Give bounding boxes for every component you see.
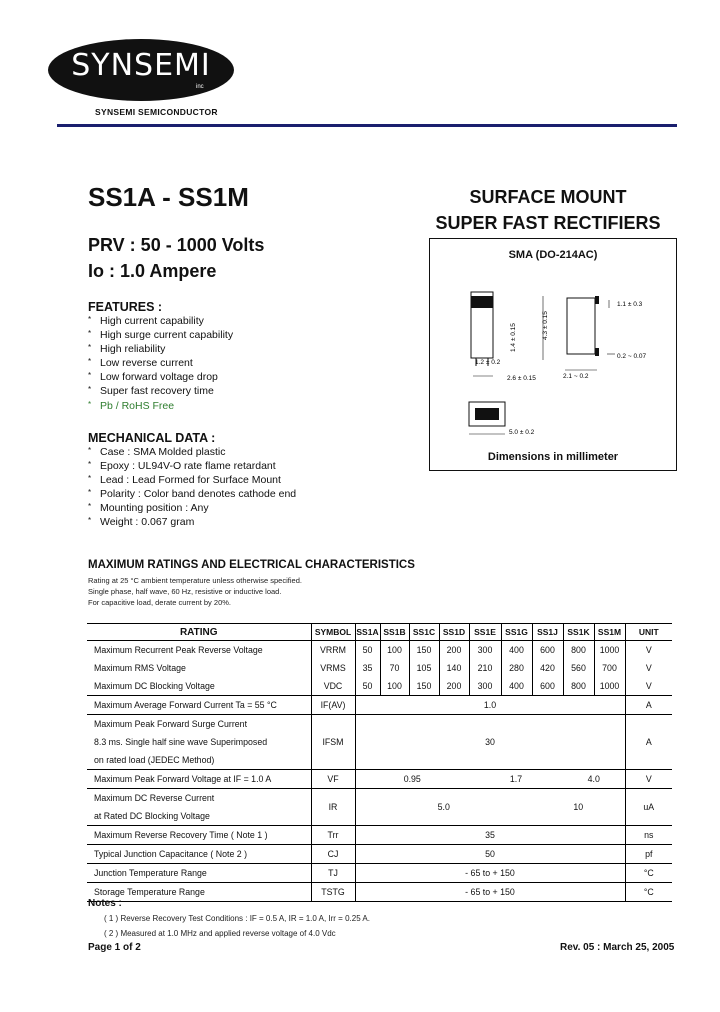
ratings-condition: Rating at 25 °C ambient temperature unless otherwise specified. <box>88 576 302 585</box>
features-heading: FEATURES : <box>88 300 163 314</box>
row-symbol: VDC <box>311 677 355 696</box>
row-unit: A <box>625 715 672 770</box>
feature-item: * Super fast recovery time <box>88 385 214 397</box>
col-header: UNIT <box>625 624 672 641</box>
package-side-view <box>567 298 595 354</box>
feature-item-rohs: * Pb / RoHS Free <box>88 400 175 412</box>
cell: - 65 to + 150 <box>355 864 625 883</box>
row-label: Storage Temperature Range <box>87 883 311 902</box>
feature-item: * High reliability <box>88 343 166 355</box>
row-label: Junction Temperature Range <box>87 864 311 883</box>
dimensions-unit-note: Dimensions in millimeter <box>487 451 619 463</box>
row-label: on rated load (JEDEC Method) <box>94 755 215 765</box>
product-type-line2: SUPER FAST RECTIFIERS <box>435 213 661 233</box>
table-row <box>87 864 672 883</box>
table-row <box>87 845 672 864</box>
table-row <box>87 641 672 660</box>
page-number: Page 1 of 2 <box>88 942 141 953</box>
table-row <box>87 883 672 902</box>
row-label: Maximum Peak Forward Surge Current <box>87 715 311 734</box>
row-label: Maximum Recurrent Peak Reverse Voltage <box>87 641 311 660</box>
table-row <box>87 789 672 808</box>
col-header: SS1A <box>355 624 380 641</box>
cell: 150 <box>409 677 439 696</box>
row-symbol: Trr <box>311 826 355 845</box>
table-row <box>87 826 672 845</box>
cell: 200 <box>439 677 469 696</box>
cell: 4.0 <box>563 770 625 789</box>
cell: 35 <box>355 659 380 677</box>
col-header: SS1B <box>380 624 409 641</box>
cell: 1.7 <box>469 770 563 789</box>
cell: 140 <box>439 659 469 677</box>
cell: 800 <box>563 677 594 696</box>
cell: 100 <box>380 641 409 660</box>
note-item: ( 1 ) Reverse Recovery Test Conditions : IF = 0.5 A, IR = 1.0 A, Irr = 0.25 A. <box>104 914 370 923</box>
cell: 50 <box>355 677 380 696</box>
row-label: 8.3 ms. Single half sine wave Superimposed <box>94 737 268 747</box>
col-header: SS1D <box>439 624 469 641</box>
cell: 600 <box>532 677 563 696</box>
cell: 600 <box>532 641 563 660</box>
prv-spec: PRV : 50 - 1000 Volts <box>88 235 265 255</box>
table-row <box>87 715 672 734</box>
cell: 150 <box>409 641 439 660</box>
row-symbol: VRRM <box>311 641 355 660</box>
dim-body-height: 4.3 ± 0.15 <box>542 311 549 340</box>
cell: 210 <box>469 659 501 677</box>
row-symbol: IR <box>311 789 355 826</box>
product-type-line1: SURFACE MOUNT <box>469 187 627 207</box>
dim-lead-thickness: 1.1 ± 0.3 <box>617 301 643 308</box>
ratings-condition: For capacitive load, derate current by 20%. <box>88 598 231 607</box>
table-row <box>87 696 672 715</box>
dim-band: 1.2 ± 0.2 <box>475 359 501 366</box>
cell: 0.95 <box>355 770 469 789</box>
row-unit: V <box>625 659 672 677</box>
row-label: Typical Junction Capacitance ( Note 2 ) <box>87 845 311 864</box>
mechanical-item: * Lead : Lead Formed for Surface Mount <box>88 474 281 486</box>
col-header: SS1J <box>532 624 563 641</box>
feature-item: * Low reverse current <box>88 357 193 369</box>
ratings-condition: Single phase, half wave, 60 Hz, resistive or inductive load. <box>88 587 282 596</box>
feature-item: * High surge current capability <box>88 329 234 341</box>
row-label: Maximum RMS Voltage <box>94 663 186 673</box>
ratings-title: MAXIMUM RATINGS AND ELECTRICAL CHARACTERISTICS <box>88 559 415 571</box>
company-name: SYNSEMI SEMICONDUCTOR <box>95 107 218 117</box>
col-header: RATING <box>87 624 311 641</box>
io-spec: Io : 1.0 Ampere <box>88 261 217 281</box>
cell: 200 <box>439 641 469 660</box>
header-divider <box>57 124 677 127</box>
package-name: SMA (DO-214AC) <box>508 249 598 261</box>
row-symbol: VF <box>311 770 355 789</box>
col-header: SYMBOL <box>311 624 355 641</box>
revision-date: Rev. 05 : March 25, 2005 <box>560 942 675 953</box>
col-header: SS1E <box>469 624 501 641</box>
ratings-table <box>87 623 672 902</box>
cathode-band <box>471 296 493 308</box>
cell: 300 <box>469 677 501 696</box>
col-header: SS1C <box>409 624 439 641</box>
dim-lead-width: 0.2 ~ 0.07 <box>617 353 647 360</box>
row-label: Maximum Peak Forward Voltage at IF = 1.0 A <box>87 770 311 789</box>
cell: 105 <box>409 659 439 677</box>
cell: 70 <box>380 659 409 677</box>
cell: 400 <box>501 677 532 696</box>
col-header: SS1M <box>594 624 625 641</box>
row-label: Maximum DC Blocking Voltage <box>94 681 215 691</box>
cell: 700 <box>594 659 625 677</box>
cell: 50 <box>355 845 625 864</box>
row-symbol: IF(AV) <box>311 696 355 715</box>
row-unit: °C <box>625 864 672 883</box>
logo-text: SYNSEMI <box>71 48 211 83</box>
row-symbol: TJ <box>311 864 355 883</box>
dim-width: 2.6 ± 0.15 <box>507 375 536 382</box>
mechanical-heading: MECHANICAL DATA : <box>88 431 216 445</box>
cell: 50 <box>355 641 380 660</box>
note-item: ( 2 ) Measured at 1.0 MHz and applied reverse voltage of 4.0 Vdc <box>104 929 336 938</box>
logo-inc: inc <box>196 84 204 90</box>
cell: 1000 <box>594 641 625 660</box>
cell: 400 <box>501 641 532 660</box>
cell: 1.0 <box>355 696 625 715</box>
row-unit: V <box>625 770 672 789</box>
notes-heading: Notes : <box>88 898 122 909</box>
table-row <box>87 677 672 696</box>
part-title: SS1A - SS1M <box>88 182 249 212</box>
table-row <box>87 770 672 789</box>
row-label: at Rated DC Blocking Voltage <box>94 811 210 821</box>
row-label: Maximum DC Reverse Current <box>87 789 311 808</box>
row-unit: uA <box>625 789 672 826</box>
mechanical-item: * Epoxy : UL94V-O rate flame retardant <box>88 460 276 472</box>
cell: 5.0 <box>355 789 532 826</box>
cell: 560 <box>563 659 594 677</box>
cell: 30 <box>355 715 625 770</box>
row-unit: A <box>625 696 672 715</box>
row-symbol: CJ <box>311 845 355 864</box>
mechanical-item: * Case : SMA Molded plastic <box>88 446 226 458</box>
cell: 420 <box>532 659 563 677</box>
cell: 800 <box>563 641 594 660</box>
package-dimension-diagram <box>429 270 677 445</box>
dim-band-height: 1.4 ± 0.15 <box>510 323 517 352</box>
table-row <box>87 659 672 677</box>
mechanical-item: * Weight : 0.067 gram <box>88 516 195 528</box>
row-unit: °C <box>625 883 672 902</box>
cell: 280 <box>501 659 532 677</box>
cell: 300 <box>469 641 501 660</box>
col-header: SS1G <box>501 624 532 641</box>
row-symbol: IFSM <box>311 715 355 770</box>
row-label: Maximum Reverse Recovery Time ( Note 1 ) <box>87 826 311 845</box>
row-unit: pf <box>625 845 672 864</box>
dim-body-length: 5.0 ± 0.2 <box>509 429 535 436</box>
cell: 10 <box>532 789 625 826</box>
cell: 35 <box>355 826 625 845</box>
mechanical-item: * Mounting position : Any <box>88 502 209 514</box>
cell: - 65 to + 150 <box>355 883 625 902</box>
feature-item: * High current capability <box>88 315 204 327</box>
row-unit: V <box>625 641 672 660</box>
cell: 100 <box>380 677 409 696</box>
row-unit: ns <box>625 826 672 845</box>
cell: 1000 <box>594 677 625 696</box>
row-label: Maximum Average Forward Current Ta = 55 °C <box>87 696 311 715</box>
table-header-row <box>87 624 672 641</box>
mechanical-item: * Polarity : Color band denotes cathode end <box>88 488 297 500</box>
dim-side-height: 2.1 ~ 0.2 <box>563 373 589 380</box>
row-symbol: VRMS <box>311 659 355 677</box>
row-unit: V <box>625 677 672 696</box>
row-symbol: TSTG <box>311 883 355 902</box>
feature-item: * Low forward voltage drop <box>88 371 218 383</box>
col-header: SS1K <box>563 624 594 641</box>
